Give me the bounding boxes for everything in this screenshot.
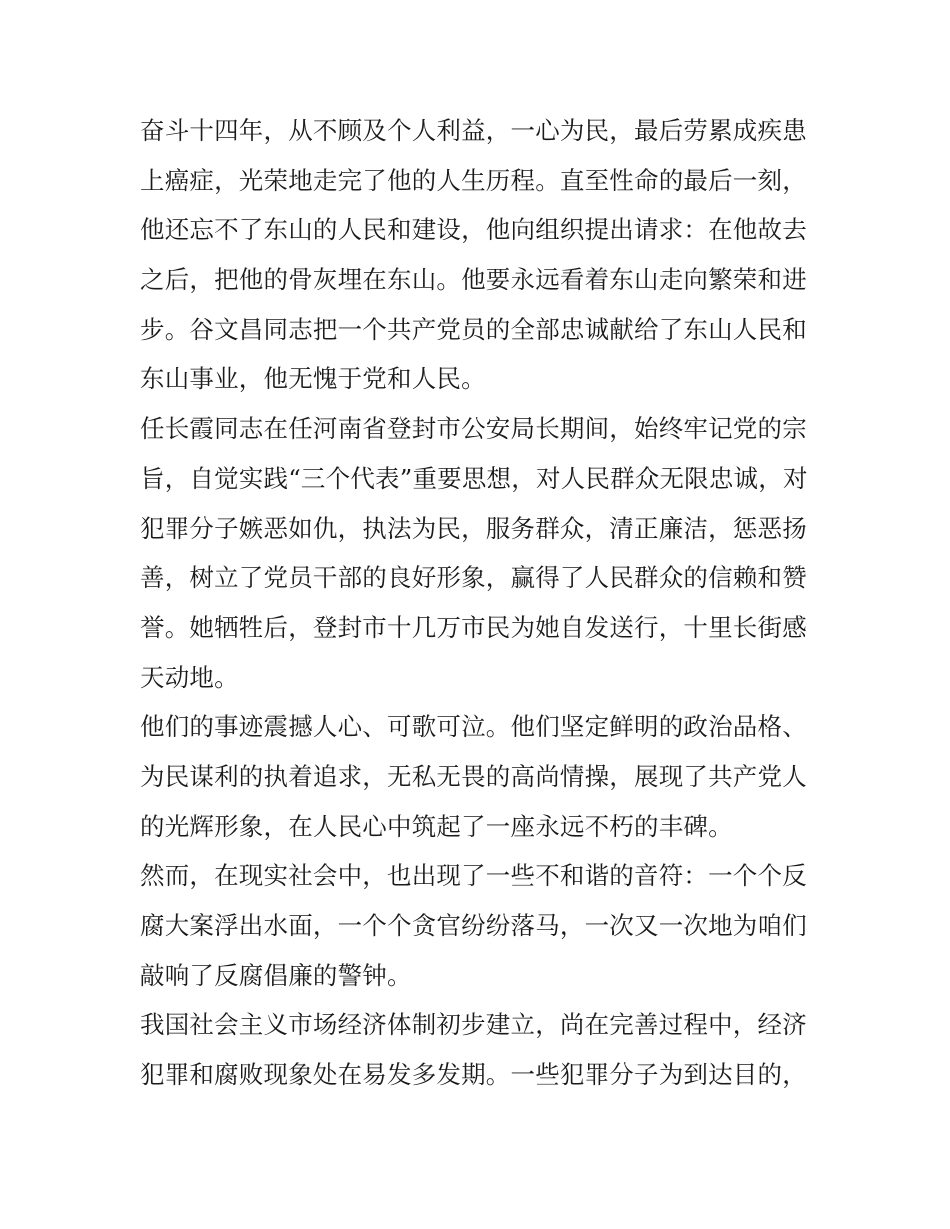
- text-line: 东山事业，他无愧于党和人民。: [140, 364, 486, 394]
- text-line: 敲响了反腐倡廉的警钟。: [140, 960, 412, 990]
- text-line: 旨，自觉实践“三个代表”重要思想，对人民群众无限忠诚，对: [140, 463, 808, 493]
- text-line: 他还忘不了东山的人民和建设，他向组织提出请求：在他故去: [140, 215, 807, 245]
- paragraph-4: [140, 851, 820, 1000]
- text-line: 步。谷文昌同志把一个共产党员的全部忠诚献给了东山人民和: [140, 314, 807, 344]
- text-line: 之后，把他的骨灰埋在东山。他要永远看着东山走向繁荣和进: [140, 265, 807, 295]
- text-line: 任长霞同志在任河南省登封市公安局长期间，始终牢记党的宗: [140, 414, 807, 444]
- text-line: 犯罪和腐败现象处在易发多发期。一些犯罪分子为到达目的，: [140, 1060, 807, 1090]
- text-line: 腐大案浮出水面，一个个贪官纷纷落马，一次又一次地为咱们: [140, 911, 807, 940]
- paragraph-2: [140, 404, 820, 702]
- body-text: [140, 106, 820, 1100]
- text-line: 我国社会主义市场经济体制初步建立，尚在完善过程中，经济: [140, 1010, 807, 1040]
- text-line: 天动地。: [140, 662, 239, 692]
- text-line: 他们的事迹震撼人心、可歌可泣。他们坚定鲜明的政治品格、: [140, 712, 807, 742]
- text-line: 为民谋利的执着追求，无私无畏的高尚情操，展现了共产党人: [140, 761, 807, 791]
- text-line: 犯罪分子嫉恶如仇，执法为民，服务群众，清正廉洁，惩恶扬: [140, 513, 807, 543]
- text-line: 的光辉形象，在人民心中筑起了一座永远不朽的丰碑。: [140, 811, 733, 841]
- text-line: 上癌症，光荣地走完了他的人生历程。直至性命的最后一刻，: [140, 165, 807, 195]
- text-line: 誉。她牺牲后，登封市十几万市民为她自发送行，十里长街感: [140, 612, 807, 642]
- text-line: 然而，在现实社会中，也出现了一些不和谐的音符：一个个反: [140, 861, 807, 891]
- text-line: 善，树立了党员干部的良好形象，赢得了人民群众的信赖和赞: [140, 563, 807, 593]
- paragraph-5: [140, 1000, 820, 1099]
- text-line: 奋斗十四年，从不顾及个人利益，一心为民，最后劳累成疾患: [140, 116, 807, 145]
- paragraph-3: [140, 702, 820, 851]
- paragraph-1: [140, 106, 820, 404]
